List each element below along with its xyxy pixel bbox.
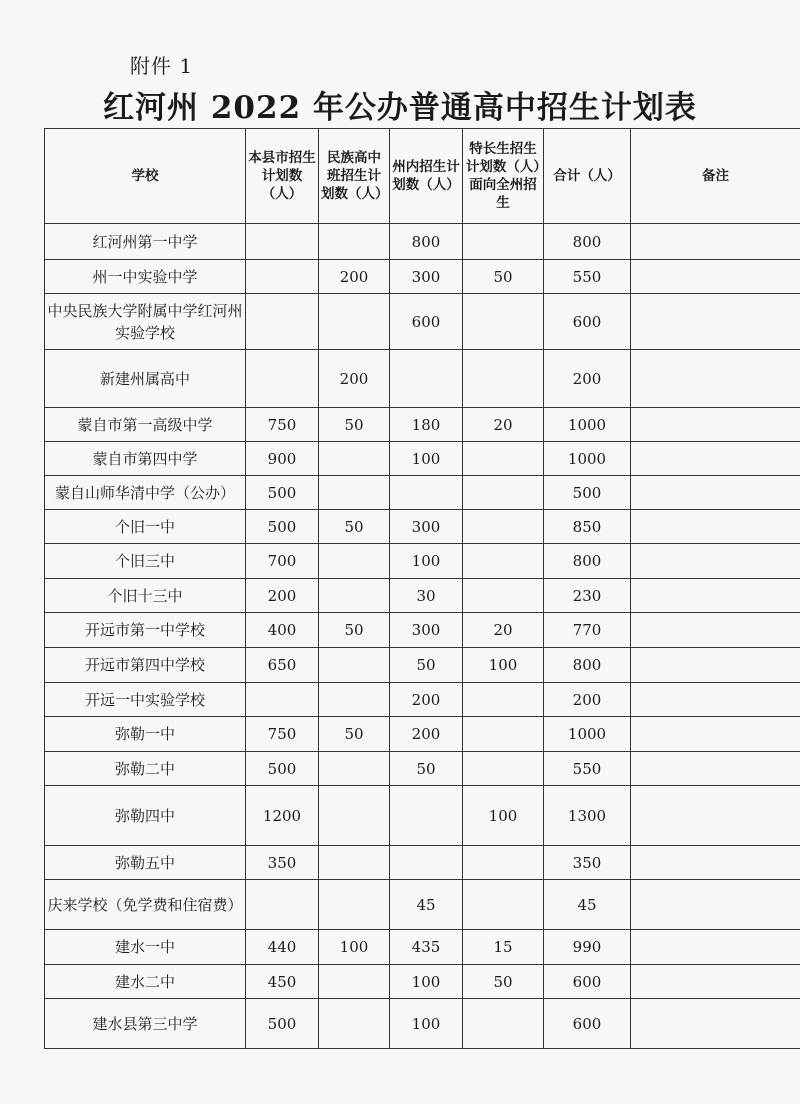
cell-special-plan	[463, 294, 544, 350]
cell-prefecture-plan: 300	[390, 613, 463, 648]
cell-remark	[631, 579, 800, 613]
cell-prefecture-plan: 200	[390, 683, 463, 717]
table-body	[45, 224, 800, 1049]
cell-total: 550	[544, 752, 631, 786]
cell-total: 850	[544, 510, 631, 544]
cell-ethnic-plan: 50	[319, 613, 390, 648]
cell-total: 200	[544, 683, 631, 717]
cell-remark	[631, 544, 800, 579]
cell-special-plan	[463, 846, 544, 880]
cell-total: 770	[544, 613, 631, 648]
cell-total: 800	[544, 544, 631, 579]
header-total: 合计（人）	[544, 129, 631, 224]
table-row	[45, 648, 800, 683]
cell-ethnic-plan	[319, 880, 390, 930]
table-row	[45, 999, 800, 1049]
cell-prefecture-plan: 600	[390, 294, 463, 350]
cell-prefecture-plan: 100	[390, 965, 463, 999]
cell-total: 990	[544, 930, 631, 965]
cell-school: 开远一中实验学校	[45, 683, 246, 717]
table-row	[45, 350, 800, 408]
cell-ethnic-plan	[319, 683, 390, 717]
attachment-label: 附件 1	[130, 54, 194, 78]
table-row	[45, 260, 800, 294]
table-row	[45, 224, 800, 260]
cell-special-plan	[463, 683, 544, 717]
cell-county-plan: 350	[246, 846, 319, 880]
cell-total: 230	[544, 579, 631, 613]
cell-prefecture-plan: 30	[390, 579, 463, 613]
table-row	[45, 613, 800, 648]
cell-school: 建水一中	[45, 930, 246, 965]
cell-prefecture-plan: 100	[390, 999, 463, 1049]
cell-special-plan: 20	[463, 613, 544, 648]
table-row	[45, 408, 800, 442]
header-county-plan: 本县市招生计划数（人）	[246, 129, 319, 224]
cell-school: 开远市第四中学校	[45, 648, 246, 683]
table-row	[45, 579, 800, 613]
cell-special-plan	[463, 717, 544, 752]
cell-school: 弥勒五中	[45, 846, 246, 880]
cell-school: 新建州属高中	[45, 350, 246, 408]
cell-school: 开远市第一中学校	[45, 613, 246, 648]
cell-ethnic-plan	[319, 544, 390, 579]
cell-school: 个旧十三中	[45, 579, 246, 613]
cell-prefecture-plan: 300	[390, 510, 463, 544]
cell-county-plan	[246, 224, 319, 260]
cell-prefecture-plan: 50	[390, 648, 463, 683]
cell-total: 45	[544, 880, 631, 930]
header-school: 学校	[45, 129, 246, 224]
cell-county-plan	[246, 880, 319, 930]
header-prefecture-plan: 州内招生计划数（人）	[390, 129, 463, 224]
cell-remark	[631, 476, 800, 510]
cell-special-plan: 100	[463, 648, 544, 683]
cell-special-plan: 100	[463, 786, 544, 846]
cell-prefecture-plan	[390, 476, 463, 510]
table-row	[45, 544, 800, 579]
cell-county-plan: 200	[246, 579, 319, 613]
cell-ethnic-plan	[319, 442, 390, 476]
cell-remark	[631, 683, 800, 717]
cell-prefecture-plan: 800	[390, 224, 463, 260]
cell-total: 800	[544, 224, 631, 260]
cell-ethnic-plan: 50	[319, 510, 390, 544]
cell-remark	[631, 408, 800, 442]
cell-county-plan: 440	[246, 930, 319, 965]
cell-special-plan	[463, 350, 544, 408]
cell-ethnic-plan	[319, 965, 390, 999]
cell-county-plan: 450	[246, 965, 319, 999]
cell-remark	[631, 648, 800, 683]
table-row	[45, 442, 800, 476]
cell-ethnic-plan	[319, 846, 390, 880]
cell-prefecture-plan: 200	[390, 717, 463, 752]
cell-prefecture-plan: 435	[390, 930, 463, 965]
cell-school: 蒙自市第一高级中学	[45, 408, 246, 442]
cell-total: 1000	[544, 408, 631, 442]
cell-county-plan: 400	[246, 613, 319, 648]
cell-county-plan	[246, 260, 319, 294]
cell-school: 建水二中	[45, 965, 246, 999]
cell-prefecture-plan: 300	[390, 260, 463, 294]
cell-special-plan: 50	[463, 260, 544, 294]
page-title: 红河州 2022 年公办普通高中招生计划表	[103, 90, 697, 126]
cell-total: 550	[544, 260, 631, 294]
cell-school: 弥勒一中	[45, 717, 246, 752]
cell-county-plan: 900	[246, 442, 319, 476]
cell-school: 中央民族大学附属中学红河州实验学校	[45, 294, 246, 350]
cell-ethnic-plan	[319, 579, 390, 613]
cell-ethnic-plan: 100	[319, 930, 390, 965]
cell-prefecture-plan: 180	[390, 408, 463, 442]
cell-remark	[631, 717, 800, 752]
table-row	[45, 294, 800, 350]
cell-total: 350	[544, 846, 631, 880]
cell-county-plan	[246, 294, 319, 350]
cell-school: 红河州第一中学	[45, 224, 246, 260]
cell-school: 庆来学校（免学费和住宿费）	[45, 880, 246, 930]
cell-remark	[631, 965, 800, 999]
cell-ethnic-plan: 200	[319, 350, 390, 408]
cell-ethnic-plan: 50	[319, 717, 390, 752]
cell-special-plan	[463, 544, 544, 579]
cell-special-plan	[463, 476, 544, 510]
cell-county-plan: 500	[246, 999, 319, 1049]
cell-remark	[631, 350, 800, 408]
cell-prefecture-plan: 50	[390, 752, 463, 786]
cell-special-plan: 20	[463, 408, 544, 442]
table-row	[45, 510, 800, 544]
cell-special-plan	[463, 880, 544, 930]
cell-special-plan	[463, 752, 544, 786]
cell-prefecture-plan: 45	[390, 880, 463, 930]
cell-remark	[631, 613, 800, 648]
cell-ethnic-plan	[319, 752, 390, 786]
cell-remark	[631, 999, 800, 1049]
table-row	[45, 930, 800, 965]
cell-total: 200	[544, 350, 631, 408]
table-row	[45, 476, 800, 510]
cell-remark	[631, 294, 800, 350]
cell-remark	[631, 786, 800, 846]
cell-school: 个旧一中	[45, 510, 246, 544]
cell-remark	[631, 510, 800, 544]
cell-total: 1000	[544, 717, 631, 752]
cell-school: 弥勒二中	[45, 752, 246, 786]
table-header-row	[45, 129, 800, 224]
cell-remark	[631, 224, 800, 260]
cell-county-plan: 700	[246, 544, 319, 579]
cell-total: 1300	[544, 786, 631, 846]
table-row	[45, 786, 800, 846]
cell-prefecture-plan: 100	[390, 544, 463, 579]
enrollment-plan-table	[44, 128, 800, 1049]
cell-total: 1000	[544, 442, 631, 476]
cell-ethnic-plan	[319, 786, 390, 846]
cell-ethnic-plan	[319, 224, 390, 260]
cell-county-plan	[246, 683, 319, 717]
cell-remark	[631, 752, 800, 786]
cell-county-plan: 500	[246, 510, 319, 544]
header-ethnic-plan: 民族高中班招生计划数（人）	[319, 129, 390, 224]
cell-county-plan: 500	[246, 476, 319, 510]
cell-prefecture-plan	[390, 846, 463, 880]
cell-school: 州一中实验中学	[45, 260, 246, 294]
cell-ethnic-plan: 50	[319, 408, 390, 442]
cell-special-plan	[463, 999, 544, 1049]
header-special-plan: 特长生招生计划数（人）面向全州招生	[463, 129, 544, 224]
header-remark: 备注	[631, 129, 800, 224]
table-row	[45, 683, 800, 717]
cell-special-plan	[463, 579, 544, 613]
cell-prefecture-plan: 100	[390, 442, 463, 476]
cell-remark	[631, 260, 800, 294]
cell-special-plan: 15	[463, 930, 544, 965]
cell-prefecture-plan	[390, 786, 463, 846]
cell-special-plan	[463, 510, 544, 544]
cell-ethnic-plan	[319, 294, 390, 350]
table-row	[45, 752, 800, 786]
cell-ethnic-plan	[319, 476, 390, 510]
cell-special-plan	[463, 442, 544, 476]
table-row	[45, 965, 800, 999]
cell-remark	[631, 846, 800, 880]
cell-remark	[631, 442, 800, 476]
cell-county-plan: 750	[246, 408, 319, 442]
cell-remark	[631, 880, 800, 930]
cell-school: 弥勒四中	[45, 786, 246, 846]
cell-special-plan: 50	[463, 965, 544, 999]
cell-remark	[631, 930, 800, 965]
cell-county-plan: 1200	[246, 786, 319, 846]
cell-total: 600	[544, 965, 631, 999]
table-row	[45, 717, 800, 752]
cell-special-plan	[463, 224, 544, 260]
cell-total: 800	[544, 648, 631, 683]
cell-county-plan: 750	[246, 717, 319, 752]
cell-prefecture-plan	[390, 350, 463, 408]
cell-total: 600	[544, 999, 631, 1049]
cell-school: 蒙自山师华清中学（公办）	[45, 476, 246, 510]
cell-school: 个旧三中	[45, 544, 246, 579]
cell-total: 600	[544, 294, 631, 350]
cell-school: 建水县第三中学	[45, 999, 246, 1049]
table-row	[45, 846, 800, 880]
table-row	[45, 880, 800, 930]
cell-county-plan: 500	[246, 752, 319, 786]
cell-school: 蒙自市第四中学	[45, 442, 246, 476]
cell-ethnic-plan	[319, 999, 390, 1049]
cell-county-plan	[246, 350, 319, 408]
cell-ethnic-plan	[319, 648, 390, 683]
cell-total: 500	[544, 476, 631, 510]
cell-county-plan: 650	[246, 648, 319, 683]
cell-ethnic-plan: 200	[319, 260, 390, 294]
